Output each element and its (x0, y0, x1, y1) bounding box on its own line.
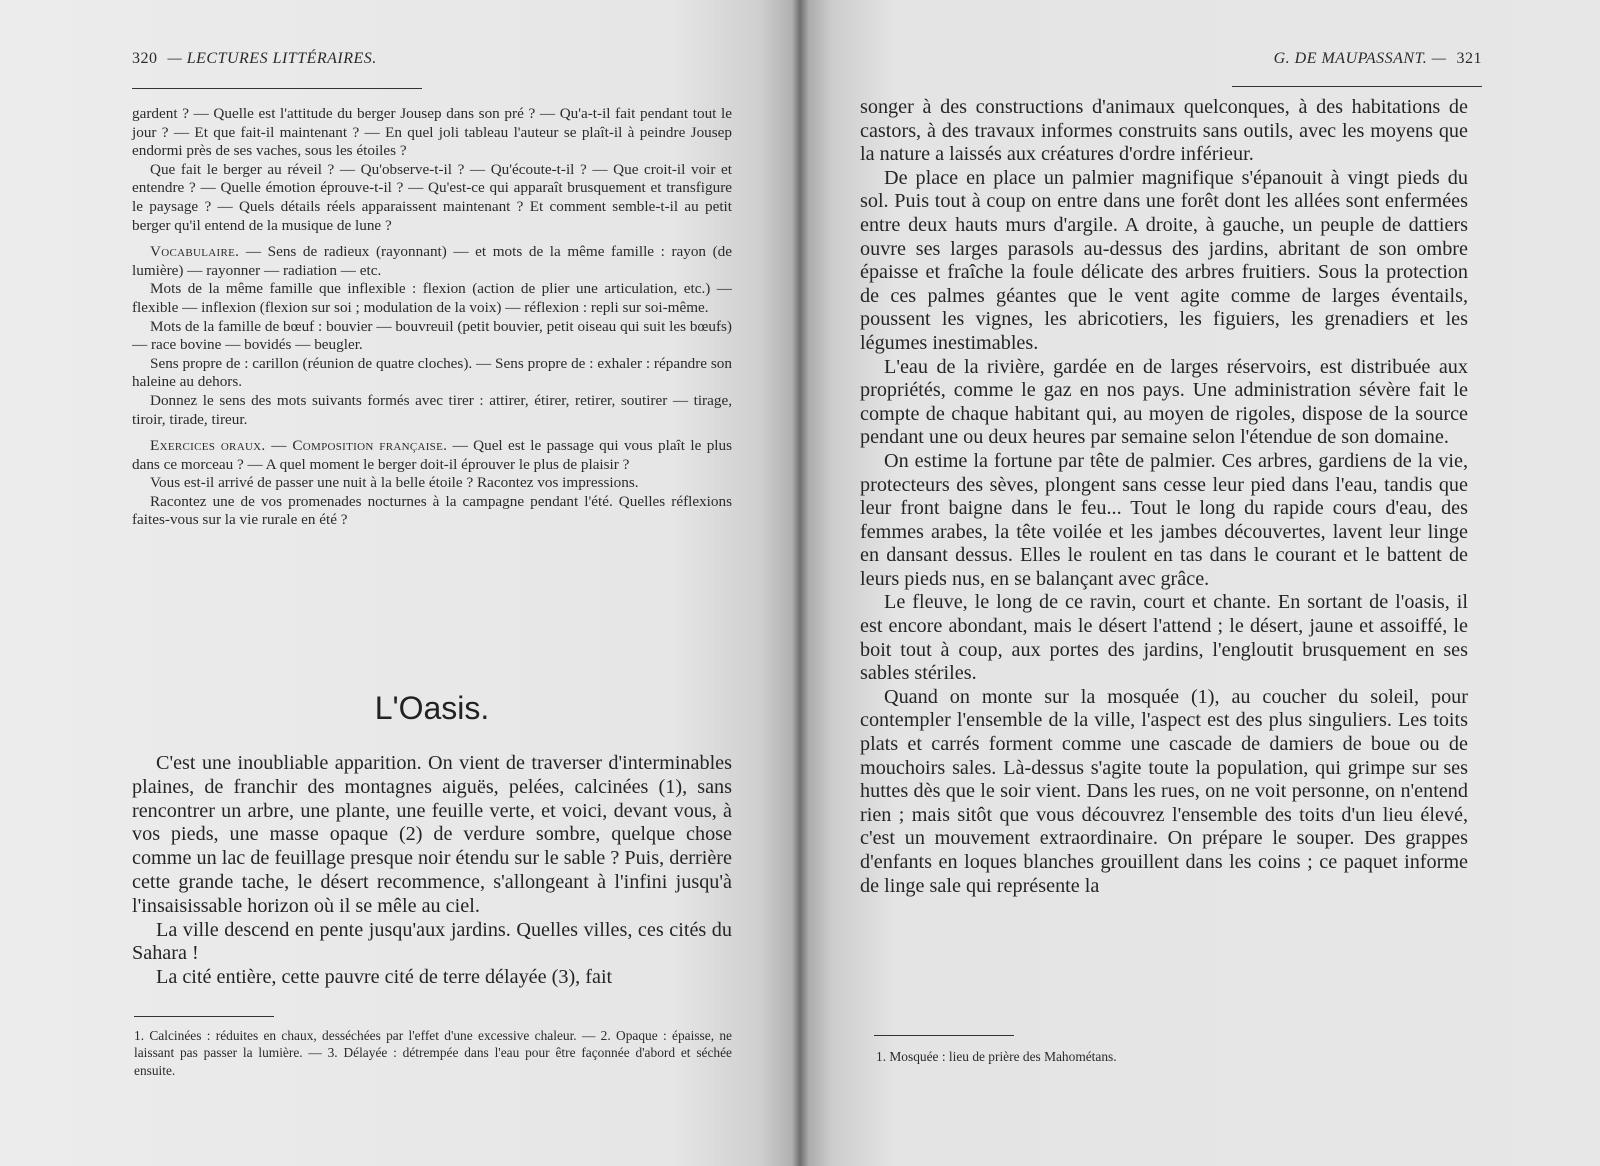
left-running-head (132, 50, 722, 80)
exercises-paragraph: Racontez une de vos promenades nocturnes à la campagne pendant l'été. Quelles réflexions faites-vous sur la vie rurale en été ? (132, 492, 732, 529)
left-footnotes (134, 1027, 732, 1079)
footnote-rule (874, 1035, 1014, 1036)
vocabulary-paragraph: Mots de la même famille que inflexible : flexion (action de plier une articulation, etc.) — flexible — inflexion (flexion sur soi ; modulation de la voix) — réflexion : repli sur soi-même. (132, 280, 732, 316)
body-paragraph: Le fleuve, le long de ce ravin, court et chante. En sortant de l'oasis, il est encore abondant, mais le désert l'attend ; le désert, jaune et assoiffé, le boit tout à coup, aux portes des jardins, l'engloutit brusquement en ses sables stériles. (860, 591, 1468, 685)
left-page-number: 320 (132, 50, 158, 67)
section-title: L'Oasis. (374, 690, 490, 726)
body-paragraph: De place en place un palmier magnifique s'épanouit à vingt pieds du sol. Puis tout à coup on entre dans une forêt dont les allées sont enfermées entre deux hauts murs d'argile. A droite, à gauche, un peuple de dattiers ouvre ses larges parasols au-dessus des jardins, abritant de son ombre épaisse et fraîche la foule délicate des arbres fruitiers. Sous la protection de ces palmes géantes que le vent agite comme de larges éventails, poussent les vignes, les abricotiers, les figuiers, les grenadiers et les légumes inestimables. (860, 166, 1468, 354)
exercises-text: — Quel est le passage qui vous plaît le plus dans ce morceau ? — A quel moment le berger doit-il éprouver le plus de plaisir ? (132, 437, 733, 473)
vocabulary-paragraph (132, 243, 732, 280)
footnote-rule (134, 1016, 274, 1017)
body-paragraph: L'eau de la rivière, gardée en de larges réservoirs, est distribuée aux propriétés, comme le gaz en nos pays. Une administration sévère fait le compte de chaque habitant qui, au moyen de rigoles, dispose de la source pendant une ou deux heures par semaine selon l'étendue de son domaine. (860, 355, 1468, 449)
exercises-paragraph (132, 437, 732, 474)
right-running-head (1232, 50, 1482, 80)
right-page-number: 321 (1456, 50, 1482, 67)
exercises-label: Exercices oraux. — Composition française. (150, 437, 448, 455)
vocabulary-label: Vocabulaire. (150, 243, 240, 261)
questions-block (132, 105, 732, 530)
right-running-title: G. DE MAUPASSANT. — (1273, 50, 1447, 67)
vocabulary-paragraph: Mots de la famille de bœuf : bouvier — bouvreuil (petit bouvier, petit oiseau qui suit les bœufs) — race bovine — bovidés — beugler. (132, 317, 732, 354)
body-paragraph: La ville descend en pente jusqu'aux jardins. Quelles villes, ces cités du Sahara ! (132, 918, 732, 965)
footnote-text: 1. Calcinées : réduites en chaux, desséchées par l'effet d'une excessive chaleur. — 2. Opaque : épaisse, ne laissant pas passer la lumière. — 3. Délayée : détrempée dans l'eau pour être façonnée d'abord et séchée ensuite. (134, 1028, 732, 1078)
body-paragraph: C'est une inoubliable apparition. On vient de traverser d'interminables plaines, de franchir des montagnes aiguës, pelées, calcinées (1), sans rencontrer un arbre, une plante, une feuille verte, et voici, devant vous, à vos pieds, une masse opaque (2) de verdure sombre, quelque chose comme un lac de feuillage presque noir étendu sur le sable ? Puis, derrière cette grande tache, le désert recommence, s'allongeant à l'infini jusqu'à l'insaisissable horizon où il se mêle au ciel. (132, 752, 732, 917)
vocabulary-paragraph: Sens propre de : carillon (réunion de quatre cloches). — Sens propre de : exhaler : répandre son haleine au dehors. (132, 354, 732, 391)
question-paragraph: gardent ? — Quelle est l'attitude du berger Jousep dans son pré ? — Qu'a-t-il fait pendant tout le jour ? — Et que fait-il maintenant ? — En quel joli tableau l'auteur se plaît-il à peindre Jousep endormi près de ses vaches, sous les étoiles ? (132, 105, 732, 160)
left-head-rule (132, 88, 422, 89)
body-paragraph: Quand on monte sur la mosquée (1), au coucher du soleil, pour contempler l'ensemble de la ville, l'aspect est des plus singuliers. Les toits plats et carrés forment comme une cascade de damiers de boue ou de mouchoirs sales. Là-dessus s'agite toute la population, qui grimpe sur ses huttes dès que le soir vient. Dans les rues, on ne voit personne, on n'entend rien ; mais sitôt que vous découvrez l'ensemble des toits d'un lieu élevé, c'est un mouvement extraordinaire. On prépare le souper. Des grappes d'enfants en loques blanches grouillent dans les coins ; ce paquet informe de linge sale qui représente la (860, 685, 1468, 897)
left-running-title: — LECTURES LITTÉRAIRES. (167, 50, 377, 67)
right-body-text (860, 96, 1468, 898)
left-body-text (132, 752, 732, 990)
body-paragraph: On estime la fortune par tête de palmier. Ces arbres, gardiens de la vie, protecteurs des sèves, plongent sans cesse leur pied dans l'eau, tandis que leur front baigne dans le feu... Tout le long du rapide cours d'eau, des femmes arabes, la tête voilée et les jambes découvertes, lavent leur linge en dansant dessus. Elles le roulent en tas dans le courant et le battent de leurs pieds nus, en se balançant avec grâce. (860, 449, 1468, 590)
vocabulary-paragraph: Donnez le sens des mots suivants formés avec tirer : attirer, étirer, retirer, soutirer — tirage, tiroir, tirade, tireur. (132, 391, 732, 428)
body-paragraph: songer à des constructions d'animaux quelconques, à des habitations de castors, à des travaux informes construits sans outils, avec les moyens que la nature a laissés aux créatures d'ordre inférieur. (860, 96, 1468, 166)
exercises-paragraph: Vous est-il arrivé de passer une nuit à la belle étoile ? Racontez vos impressions. (150, 474, 639, 492)
question-paragraph: Que fait le berger au réveil ? — Qu'observe-t-il ? — Qu'écoute-t-il ? — Que croit-il voir et entendre ? — Quelle émotion éprouve-t-il ? — Qu'est-ce qui apparaît brusquement et transfigure le paysage ? — Quels détails réels apparaissent maintenant ? Et comment semble-t-il au petit berger qu'il entend de la musique de lune ? (132, 160, 732, 234)
right-head-rule (1232, 86, 1482, 87)
body-paragraph: La cité entière, cette pauvre cité de terre délayée (3), fait (156, 966, 613, 989)
vocabulary-text: — Sens de radieux (rayonnant) — et mots de la même famille : rayon (de lumière) — rayonner — radiation — etc. (132, 243, 733, 279)
footnote-text: 1. Mosquée : lieu de prière des Mahométans. (876, 1049, 1117, 1064)
right-footnotes (876, 1048, 1468, 1065)
book-gutter (792, 0, 808, 1166)
